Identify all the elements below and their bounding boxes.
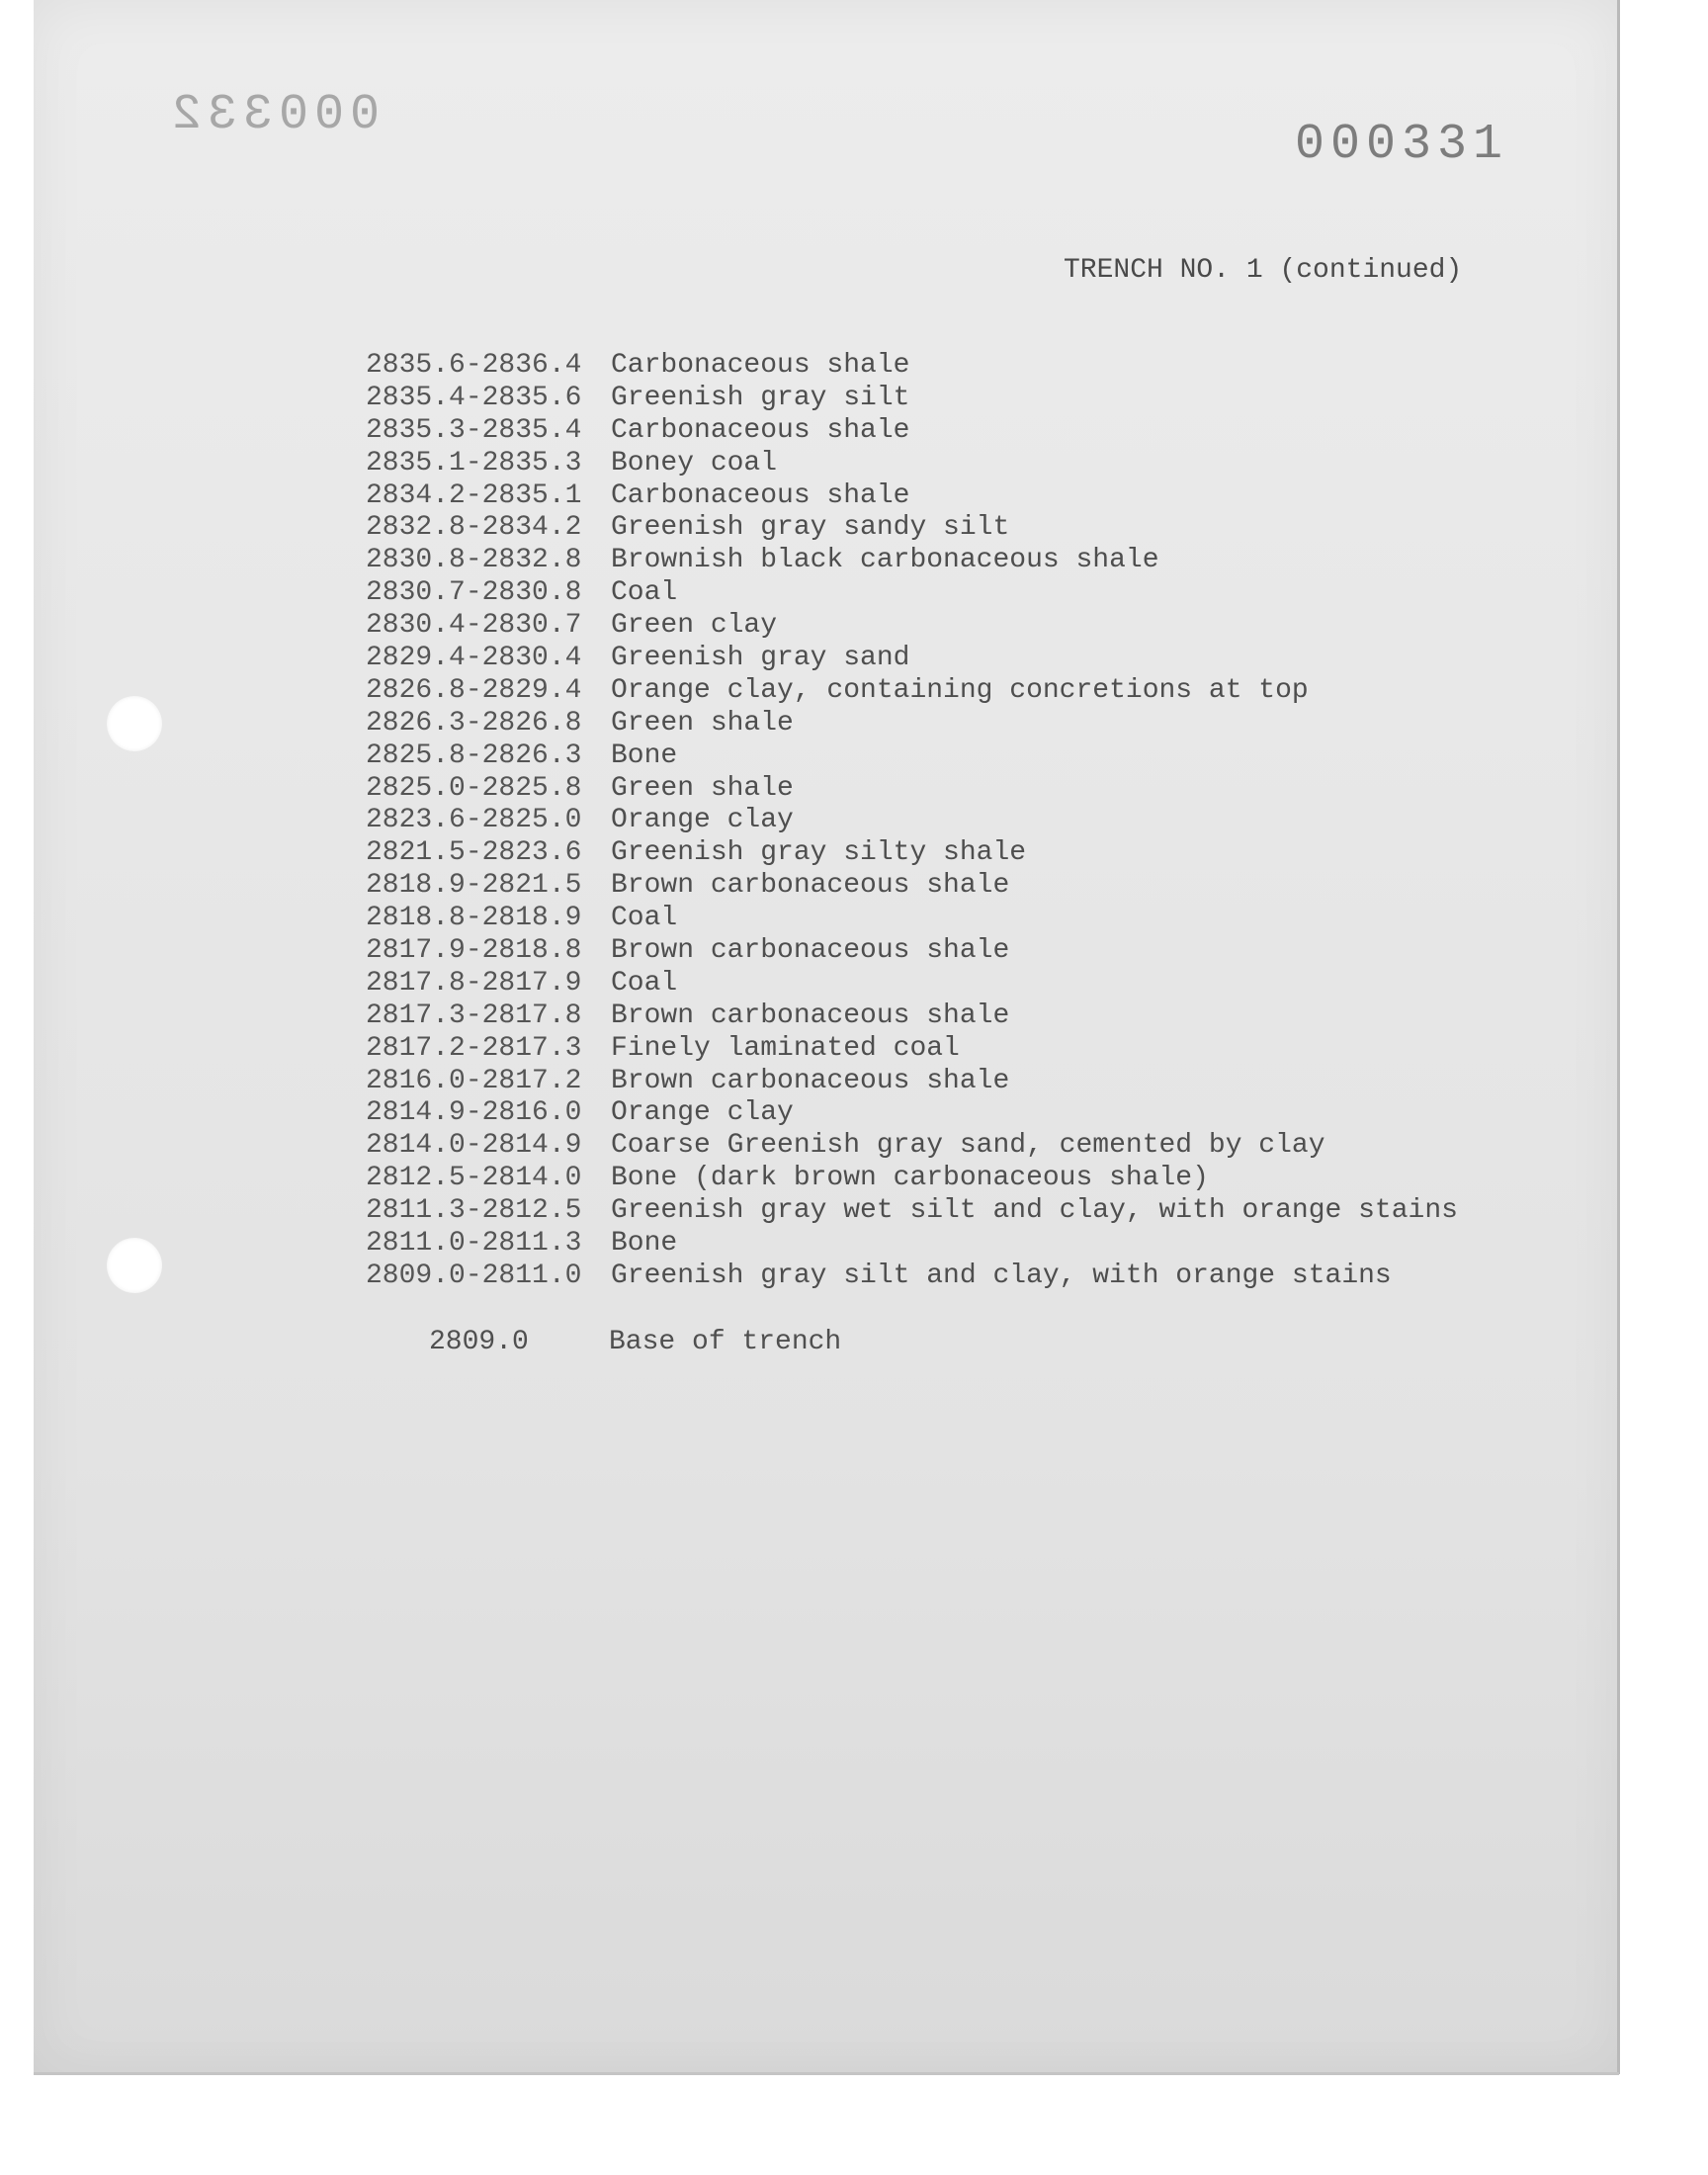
depth-interval: 2830.7-2830.8 (366, 577, 582, 609)
depth-interval: 2812.5-2814.0 (366, 1163, 582, 1194)
depth-interval: 2823.6-2825.0 (366, 805, 582, 836)
lithology-description: Bone (dark brown carbonaceous shale) (611, 1163, 1209, 1194)
log-row (366, 708, 1458, 740)
lithology-description: Brownish black carbonaceous shale (611, 545, 1159, 576)
log-row (366, 968, 1458, 1000)
log-row (366, 740, 1458, 773)
page-number-stamp: 000331 (1295, 117, 1509, 173)
log-row (366, 1033, 1458, 1066)
depth-interval: 2816.0-2817.2 (366, 1065, 582, 1096)
trench-log-table (366, 350, 1458, 1293)
depth-interval: 2835.1-2835.3 (366, 447, 582, 478)
bleed-through-page-number: 000332 (166, 87, 381, 143)
lithology-description: Green shale (611, 707, 794, 739)
log-row (366, 1163, 1458, 1195)
lithology-description: Carbonaceous shale (611, 350, 910, 381)
depth-interval: 2835.6-2836.4 (366, 350, 582, 381)
depth-interval: 2825.0-2825.8 (366, 772, 582, 804)
depth-interval: 2830.4-2830.7 (366, 610, 582, 642)
lithology-description: Brown carbonaceous shale (611, 870, 1010, 902)
log-row (366, 577, 1458, 610)
log-row (366, 415, 1458, 448)
lithology-description: Coal (611, 577, 678, 609)
lithology-description: Green clay (611, 610, 778, 642)
log-row (366, 870, 1458, 903)
depth-interval: 2830.8-2832.8 (366, 545, 582, 576)
base-description: Base of trench (609, 1327, 842, 1357)
depth-interval: 2826.3-2826.8 (366, 707, 582, 739)
lithology-description: Coal (611, 903, 678, 934)
sheet-edge (34, 2072, 1619, 2075)
log-row (366, 1066, 1458, 1098)
punch-hole (107, 1238, 162, 1293)
log-row (366, 383, 1458, 415)
lithology-description: Green shale (611, 772, 794, 804)
lithology-description: Brown carbonaceous shale (611, 1065, 1010, 1096)
depth-interval: 2809.0-2811.0 (366, 1260, 582, 1291)
lithology-description: Carbonaceous shale (611, 479, 910, 511)
depth-interval: 2811.3-2812.5 (366, 1195, 582, 1227)
log-row (366, 805, 1458, 837)
log-row (366, 1097, 1458, 1130)
lithology-description: Brown carbonaceous shale (611, 935, 1010, 967)
lithology-description: Greenish gray wet silt and clay, with orange stains (611, 1195, 1458, 1227)
depth-interval: 2818.8-2818.9 (366, 903, 582, 934)
depth-interval: 2834.2-2835.1 (366, 479, 582, 511)
log-row (366, 350, 1458, 383)
log-row (366, 512, 1458, 545)
depth-interval: 2817.8-2817.9 (366, 967, 582, 999)
lithology-description: Greenish gray silty shale (611, 837, 1027, 869)
log-row (366, 480, 1458, 513)
log-row (366, 545, 1458, 577)
lithology-description: Brown carbonaceous shale (611, 1000, 1010, 1031)
lithology-description: Coarse Greenish gray sand, cemented by clay (611, 1130, 1325, 1162)
depth-interval: 2835.3-2835.4 (366, 414, 582, 446)
log-row (366, 903, 1458, 935)
base-of-trench-row (429, 1327, 841, 1357)
lithology-description: Orange clay (611, 805, 794, 836)
depth-interval: 2825.8-2826.3 (366, 740, 582, 771)
lithology-description: Bone (611, 1228, 678, 1260)
depth-interval: 2829.4-2830.4 (366, 643, 582, 674)
lithology-description: Carbonaceous shale (611, 414, 910, 446)
depth-interval: 2817.2-2817.3 (366, 1032, 582, 1064)
lithology-description: Finely laminated coal (611, 1032, 960, 1064)
lithology-description: Coal (611, 967, 678, 999)
lithology-description: Greenish gray sand (611, 643, 910, 674)
log-row (366, 1261, 1458, 1293)
lithology-description: Greenish gray sandy silt (611, 512, 1010, 544)
lithology-description: Orange clay (611, 1097, 794, 1129)
log-row (366, 935, 1458, 968)
depth-interval: 2817.3-2817.8 (366, 1000, 582, 1031)
page-heading: TRENCH NO. 1 (continued) (1064, 255, 1463, 286)
lithology-description: Greenish gray silt (611, 382, 910, 413)
log-row (366, 1228, 1458, 1261)
log-row (366, 643, 1458, 675)
log-row (366, 1000, 1458, 1033)
lithology-description: Bone (611, 740, 678, 771)
depth-interval: 2832.8-2834.2 (366, 512, 582, 544)
log-row (366, 773, 1458, 806)
depth-interval: 2814.0-2814.9 (366, 1130, 582, 1162)
depth-interval: 2811.0-2811.3 (366, 1228, 582, 1260)
depth-interval: 2826.8-2829.4 (366, 674, 582, 706)
depth-interval: 2814.9-2816.0 (366, 1097, 582, 1129)
log-row (366, 837, 1458, 870)
log-row (366, 675, 1458, 708)
depth-interval: 2818.9-2821.5 (366, 870, 582, 902)
base-depth: 2809.0 (429, 1327, 529, 1357)
log-row (366, 610, 1458, 643)
lithology-description: Boney coal (611, 447, 778, 478)
log-row (366, 1130, 1458, 1163)
punch-hole (107, 696, 162, 751)
lithology-description: Greenish gray silt and clay, with orange stains (611, 1260, 1392, 1291)
depth-interval: 2821.5-2823.6 (366, 837, 582, 869)
lithology-description: Orange clay, containing concretions at top (611, 674, 1309, 706)
sheet-edge (1617, 0, 1620, 2074)
depth-interval: 2835.4-2835.6 (366, 382, 582, 413)
depth-interval: 2817.9-2818.8 (366, 935, 582, 967)
log-row (366, 448, 1458, 480)
log-row (366, 1195, 1458, 1228)
